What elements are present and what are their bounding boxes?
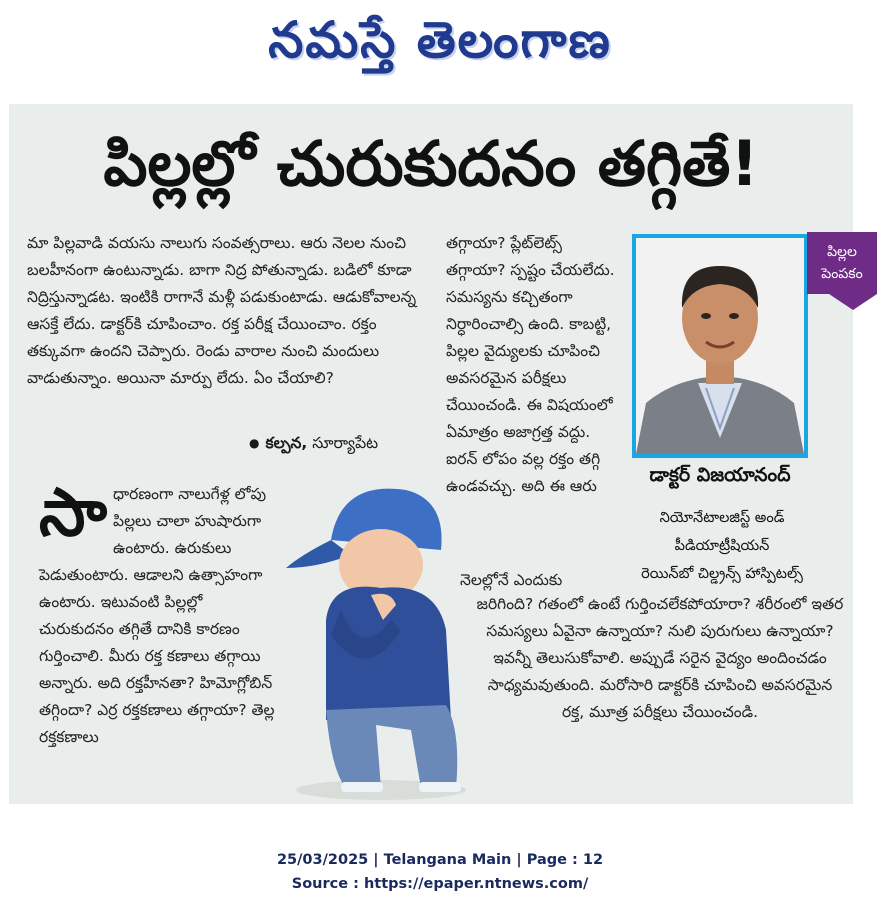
answer-text-start: ధారణంగా నాలుగేళ్ల లోపు పిల్లలు చాలా హుషారుగా ఉంటారు. ఉరుకులు పెడుతుంటారు. ఆడాలని ఉత్సాహంగా ఉంటారు. ఇటువంటి పిల్లల్లో చురుకుదనం తగ్గితే దానికి కారణం గుర్తించాలి. మీరు రక్త కణాలు తగ్గాయి అన్నారు. అది రక్తహీనతా? హిమోగ్లోబిన్ తగ్గిందా? ఎర్ర రక్తకణాలు తగ్గాయా? తెల్ల రక్తకణాలు	[39, 485, 275, 746]
article	[9, 104, 863, 804]
doctor-name: డాక్టర్ విజయానంద్	[649, 464, 791, 486]
answer-column-middle-end: నెలల్లోనే ఎందుకు	[460, 571, 563, 589]
column-tag-line1: పిల్లల	[827, 244, 857, 260]
child-photo	[271, 470, 481, 804]
page-footer	[0, 848, 880, 896]
answer-column-middle: తగ్గాయా? ప్లేట్‌లెట్స్ తగ్గాయా? స్పష్టం చేయలేదు. సమస్యను కచ్చితంగా నిర్ధారించాల్సి ఉంది. కాబట్టి, పిల్లల వైద్యులకు చూపించి అవసరమైన పరీక్షలు చేయించండి. ఈ విషయంలో ఏమాత్రం అజాగ్రత్త వద్దు. ఐరన్ లోపం వల్ల రక్తం తగ్గి ఉండవచ్చు. అది ఈ ఆరు	[446, 234, 615, 495]
drop-cap: సా	[39, 474, 108, 551]
reader-question: మా పిల్లవాడి వయసు నాలుగు సంవత్సరాలు. ఆరు నెలల నుంచి బలహీనంగా ఉంటున్నాడు. బాగా నిద్ర పోతున్నాడు. బడిలో కూడా నిద్రిస్తున్నాడట. ఇంటికి రాగానే మళ్లీ పడుకుంటాడు. ఆడుకోవాలన్న ఆసక్తే లేదు. డాక్టర్‌కి చూపించాం. రక్త పరీక్ష చేయించాం. రక్తం తక్కువగా ఉందని చెప్పారు. రెండు వారాల నుంచి మందులు వాడుతున్నాం. అయినా మార్పు లేదు. ఏం చేయాలి?	[27, 234, 417, 387]
doctor-title-line3: రెయిన్‌బో చిల్డ్రన్స్ హాస్పిటల్స్	[641, 566, 803, 582]
column-tag-arrow	[829, 294, 877, 310]
column-tag-line2: పెంపకం	[821, 266, 863, 282]
doctor-title-line1: నియోనేటాలజిస్ట్ అండ్	[659, 510, 785, 526]
question-author	[249, 430, 449, 457]
bullet-icon: ●	[249, 436, 260, 450]
masthead-logo: నమస్తే తెలంగాణ	[268, 10, 612, 69]
doctor-photo	[632, 234, 808, 458]
headline: పిల్లల్లో చురుకుదనం తగ్గితే!	[103, 127, 759, 200]
footer-source-link[interactable]: Source : https://epaper.ntnews.com/	[291, 876, 589, 892]
doctor-title-line2: పీడియాట్రీషియన్	[674, 538, 770, 554]
column-tag	[807, 232, 877, 294]
doctor-title	[613, 504, 831, 588]
author-name: కల్పన,	[265, 434, 308, 452]
author-place: సూర్యాపేట	[312, 434, 379, 452]
footer-edition-info: 25/03/2025 | Telangana Main | Page : 12	[276, 852, 604, 868]
answer-column-bottom: జరిగింది? గతంలో ఉంటే గుర్తించలేకపోయారా? శరీరంలో ఇతర సమస్యలు ఏవైనా ఉన్నాయా? నులి పురుగులు ఉన్నాయా? ఇవన్నీ తెలుసుకోవాలి. అప్పుడే సరైన వైద్యం అందించడం సాధ్యమవుతుంది. మరోసారి డాక్టర్‌కి చూపించి అవసరమైన రక్త, మూత్ర పరీక్షలు చేయించండి.	[476, 595, 844, 721]
answer-column-left	[39, 474, 279, 751]
